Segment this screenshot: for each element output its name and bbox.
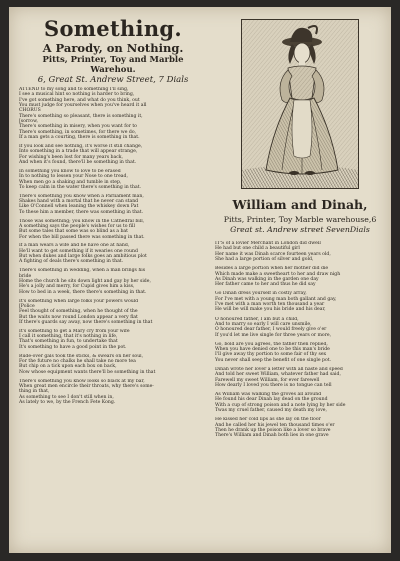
left-verse-line: He's a jolly and merry, for Cupid gives him a kiss, [19, 284, 135, 290]
right-verse-line: He will be will make you his bride and his dear, [215, 307, 326, 313]
left-verse-line: Into something in a trade that will appear strange, [19, 149, 138, 155]
right-verse-line: With a cup of strong poison and a note lying by her side [215, 402, 346, 408]
left-verse-line: thing in that, [19, 389, 50, 395]
left-verse-line: There's something in wedding, when a man brings his [19, 268, 146, 274]
right-verse-line: He had but one child a beautiful girl [215, 246, 300, 252]
left-verse-line: ATTEND to my song and to something I'll sing, [19, 87, 129, 92]
left-verse-line: A fighting of deals there's something in that. [19, 259, 124, 265]
left-verse-line: But some tales that some was so blind as a bat [19, 229, 128, 235]
left-verse-line: There's something so pleasant, there is something it, [19, 113, 143, 119]
left-stanza [19, 87, 207, 140]
left-verse-line: I call it something, that it's nothing in life, [19, 334, 118, 340]
right-stanza [215, 291, 385, 312]
left-verse-line: CHORUS [19, 108, 41, 114]
song-subtitle: A Parody, on Nothing. [42, 41, 184, 55]
song-title-william-and-dinah: William and Dinah, [232, 197, 368, 212]
printer-imprint-left: Pitts, Printer, Toy and Marble Warehou. [42, 55, 184, 75]
left-verse-line: Now whose equipment wants there'll be something in that [19, 369, 156, 375]
left-verse-line: Those was something; you know in the Cathedral bill, [19, 218, 145, 224]
right-song-text [215, 241, 385, 439]
left-verse-line: If a man wears a wife and he have one at hand, [19, 243, 130, 249]
right-verse-line: Then he drank up the poison like a lover so brave [215, 427, 331, 433]
right-column [215, 15, 385, 442]
left-verse-line: Feel thought of something, when he thought of the [19, 309, 138, 315]
left-verse-line: Like O'Connell when leaning the whiskey down Pat [19, 204, 139, 210]
left-verse-line: For when the bill passed there was something in that. [19, 234, 145, 240]
left-verse-line: There's something you know when a Parliament man, [19, 193, 144, 199]
left-stanza [19, 194, 207, 215]
right-verse-line: He found his dear Dinah lay dead on the ground [215, 397, 328, 403]
broadside-sheet [9, 7, 391, 553]
right-verse-line: Her name it was Dinah scarce fourteen years old, [215, 251, 331, 257]
left-verse-line: Home the church he sits down light and gay by her side, [19, 279, 151, 284]
left-verse-line: I've got something here, and what do you think, out [19, 97, 140, 103]
right-verse-line: Go Dinah dress yourself in costly array, [215, 291, 307, 297]
left-verse-line: There's something you know looks so black at my bar, [19, 378, 145, 384]
printer-address-left: 6, Great St. Andrew Street, 7 Dials [37, 75, 189, 85]
left-verse-line: In something you know to love to be erased [19, 168, 121, 174]
left-verse-line: But when dukes and large folks goes an ambitious plot [19, 254, 147, 260]
right-stanza [215, 317, 385, 338]
left-verse-line: How to bed in a week, there there's something in that. [19, 289, 147, 295]
right-verse-line: And to marry so early I will care unsmile, [215, 321, 312, 327]
left-verse-line: A something says the people's wishes for us to fill [19, 223, 135, 229]
printer-address-right: Great st. Andrew street SevenDials [230, 225, 370, 234]
left-stanza [19, 299, 207, 326]
left-verse-line: I see a musical hint so nothing is harder to bring, [19, 92, 135, 98]
right-verse-line: When you have denied one to be this man's bride [215, 347, 330, 353]
left-verse-line: If a man gets a courting, there is something in that. [19, 135, 140, 141]
left-verse-line: You must judge for yourselves when you've heard it all [19, 103, 147, 109]
left-verse-line: It's something to have a good point in the pot. [19, 344, 127, 350]
left-stanza [19, 329, 207, 350]
left-verse-line: For wishing's been lost for many years back, [19, 154, 124, 160]
left-verse-line: There's something, in sometimes, for there we do, [19, 129, 137, 135]
left-verse-line: And when it's found, there'll be something in that. [19, 159, 137, 165]
left-column [19, 15, 207, 409]
right-verse-line: Besides a large portion when her mother did die [215, 266, 329, 272]
left-verse-line: If you look and see nothing, it's worse it still change, [19, 143, 143, 149]
left-verse-line: To keep calm in the water there's something in that. [19, 184, 142, 190]
left-verse-line: As lately to we, by the French Fete Kong. [19, 399, 116, 405]
left-verse-line: To these him a member, there was something in that. [19, 209, 144, 215]
left-stanza [19, 243, 207, 264]
right-verse-line: She had a large portion of silver and gold, [215, 257, 314, 263]
right-verse-line: O honoured father, I am but a child, [215, 316, 299, 322]
right-verse-line: Twas my cruel father, caused my death my love, [215, 408, 327, 414]
left-verse-line: When men go a shaking and tumble in step, [19, 179, 122, 185]
left-verse-line: That's something in fun, to undertake that [19, 339, 118, 345]
left-song-text [19, 87, 207, 405]
left-verse-line: If there's guards say away, now there's something in that [19, 319, 153, 325]
right-stanza [215, 367, 385, 388]
left-verse-line: But the waits now round London appear a very flat [19, 314, 138, 320]
left-verse-line: [Police [19, 303, 35, 309]
left-stanza [19, 219, 207, 240]
woman-figure-illustration [242, 20, 358, 188]
right-stanza [215, 392, 385, 413]
left-verse-line: [sorrow, [19, 119, 38, 125]
left-verse-line: As something to see I don't still when in, [19, 394, 114, 400]
right-verse-line: Her father came to her and thus he did say [215, 282, 316, 288]
left-verse-line: Rude-over gals took the sticks, & swears on her soul, [19, 353, 144, 359]
right-stanza [215, 417, 385, 438]
left-verse-line: He'll want to get something if it wearies one round [19, 248, 138, 254]
right-stanza [215, 266, 385, 287]
right-verse-line: You never shall seep the benefit of one single pot. [215, 357, 332, 363]
left-stanza [19, 144, 207, 165]
left-verse-line: bride [19, 273, 32, 279]
left-verse-line: In to nothing to lessen your Nose to one tread, [19, 174, 128, 180]
right-verse-line: Go, bold are you agrees, the father then replied, [215, 341, 328, 347]
right-verse-line: I've met with a man worth ten thousand a year [215, 302, 325, 308]
left-verse-line: It's something to get a Mary cry from your wife [19, 328, 130, 334]
left-verse-line: Shakes hand with a mortal that he never can stand [19, 199, 139, 205]
left-stanza [19, 379, 207, 406]
right-verse-line: I'll give away thy portion to some fair of thy sex [215, 352, 327, 358]
left-stanza [19, 354, 207, 375]
right-verse-line: Which made make a sweetheart to her and draw nigh [215, 271, 341, 277]
left-verse-line: When great men encircle their throats, why there's some- [19, 383, 154, 389]
right-stanza [215, 241, 385, 262]
right-verse-line: And he called her his jewel ten thousand times o'er [215, 422, 335, 428]
right-stanza [215, 342, 385, 363]
left-verse-line: It's something when large folks your powers would [19, 298, 139, 304]
right-verse-line: IT'S of a lovier Merchant in London did dwell [215, 241, 321, 246]
right-verse-line: And told her sweet William, whatever father had said, [215, 372, 341, 378]
left-verse-line: But chip on a tick upon each box on back, [19, 364, 117, 370]
right-verse-line: There's William and Dinah both lies in one grave [215, 433, 329, 439]
right-verse-line: O honoured dear father, I would freely give o'er [215, 327, 327, 333]
right-verse-line: As Dinah was walking in the garden one day [215, 276, 319, 282]
right-verse-line: Farewell my sweet William, for ever farewell [215, 377, 320, 383]
right-verse-line: How dearly I loved you there is no tongue can tell [215, 382, 332, 388]
printer-imprint-right: Pitts, Printer, Toy Marble warehouse,6 [223, 215, 377, 224]
song-title-something: Something. [44, 16, 182, 41]
right-verse-line: He kissed her cold lips as she lay on the floor [215, 417, 321, 423]
woodcut-illustration [241, 19, 359, 189]
right-verse-line: As William was walking the groves all around [215, 392, 322, 398]
right-verse-line: If you'd let me live single for three years or more, [215, 332, 332, 338]
left-verse-line: There's something in misery, when you want for to [19, 124, 137, 130]
left-verse-line: For the future no chalks he shall take no more tea [19, 358, 136, 364]
right-verse-line: For I've met with a young man both gallant and gay, [215, 296, 337, 302]
right-verse-line: Dinah wrote her lover a letter with all haste and speed [215, 366, 343, 372]
left-stanza [19, 169, 207, 190]
left-stanza [19, 268, 207, 295]
